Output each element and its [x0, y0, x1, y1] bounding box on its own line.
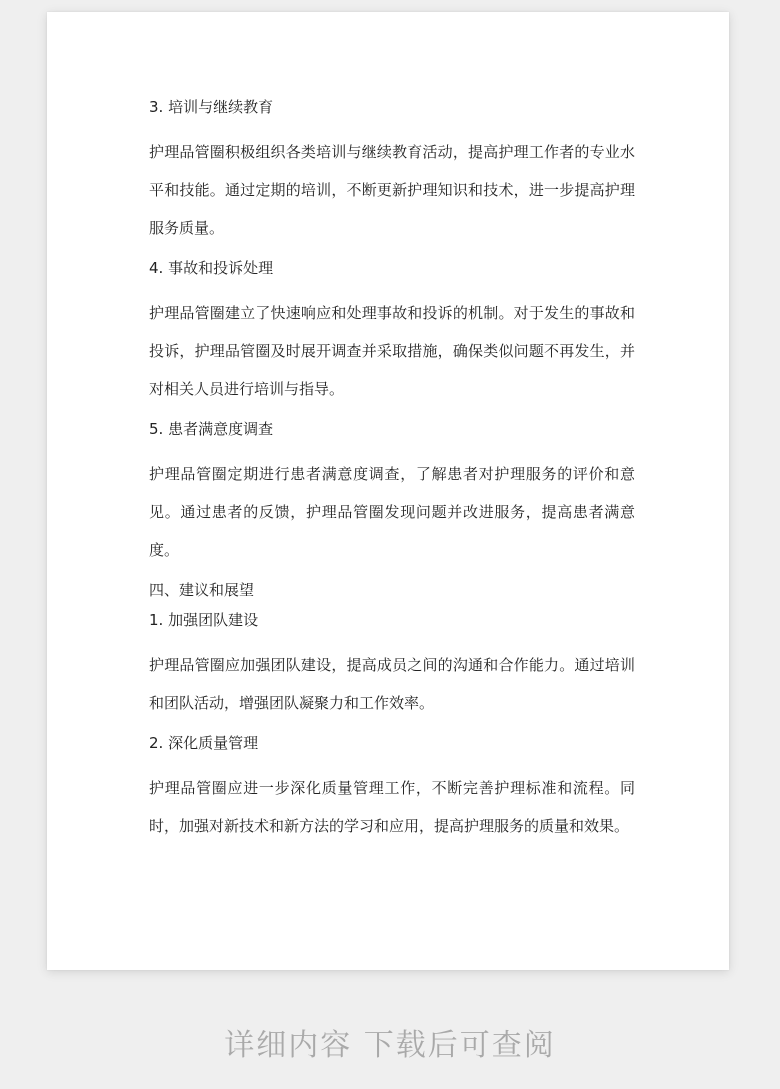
section-heading-satisfaction: 5. 患者满意度调查	[149, 420, 274, 438]
section-paragraph-satisfaction: 护理品管圈定期进行患者满意度调查，了解患者对护理服务的评价和意见。通过患者的反馈，护理品管圈发现问题并改进服务，提高患者满意度。	[149, 465, 635, 559]
footer-download-hint: 详细内容 下载后可查阅	[224, 1028, 556, 1063]
section-heading-training: 3. 培训与继续教育	[149, 98, 274, 116]
document-content	[149, 96, 635, 855]
subsection-paragraph-quality: 护理品管圈应进一步深化质量管理工作，不断完善护理标准和流程。同时，加强对新技术和新方法的学习和应用，提高护理服务的质量和效果。	[149, 779, 635, 835]
subsection-heading-team: 1. 加强团队建设	[149, 611, 259, 629]
section-paragraph-training: 护理品管圈积极组织各类培训与继续教育活动，提高护理工作者的专业水平和技能。通过定期的培训，不断更新护理知识和技术，进一步提高护理服务质量。	[149, 143, 635, 237]
section-paragraph-incidents: 护理品管圈建立了快速响应和处理事故和投诉的机制。对于发生的事故和投诉，护理品管圈及时展开调查并采取措施，确保类似问题不再发生，并对相关人员进行培训与指导。	[149, 304, 635, 398]
document-page	[47, 12, 729, 970]
section-heading-incidents: 4. 事故和投诉处理	[149, 259, 274, 277]
subsection-heading-quality: 2. 深化质量管理	[149, 734, 259, 752]
chapter-heading: 四、建议和展望	[149, 581, 255, 599]
subsection-paragraph-team: 护理品管圈应加强团队建设，提高成员之间的沟通和合作能力。通过培训和团队活动，增强团队凝聚力和工作效率。	[149, 656, 635, 712]
